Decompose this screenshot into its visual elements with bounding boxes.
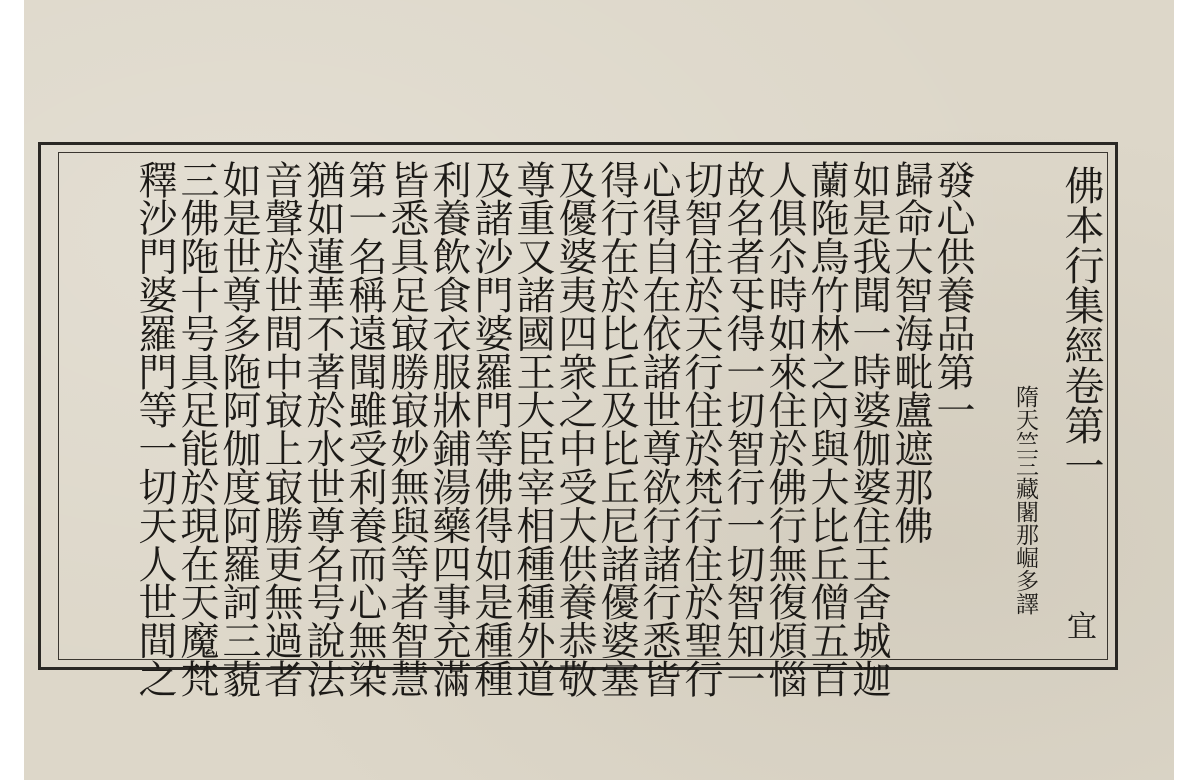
text-column: 如是我聞一時婆伽婆住王舍城迦: [846, 160, 891, 698]
text-column: 發心供養品第一: [930, 160, 975, 429]
text-column: 三佛陁十号具足能於現在天魔梵: [174, 160, 219, 698]
text-column: 及優婆夷四衆之中受大供養恭敬: [552, 160, 597, 698]
text-column: 尊重又諸國王大臣宰相種種外道: [510, 160, 555, 698]
text-column: 第一名稱遠聞雖受利養而心無染: [342, 160, 387, 698]
translator-credit: 隋天竺三藏闍那崛多譯: [1012, 385, 1038, 615]
text-column: 釋沙門婆羅門等一切天人世間之: [132, 160, 177, 698]
text-column: 切智住於天行住於梵行住於聖行: [678, 160, 723, 698]
text-column: 猶如蓮華不著於水世尊名号說法: [300, 160, 345, 698]
text-column: 得行在於比丘及比丘尼諸優婆塞: [594, 160, 639, 698]
text-column: 音聲於世間中㝡上㝡勝更無過者: [258, 160, 303, 698]
text-column: 利養飲食衣服牀鋪湯藥四事充滿: [426, 160, 471, 698]
text-column: 人俱尒時如來住於佛行無復煩惱: [762, 160, 807, 698]
text-column: 如是世尊多陁阿伽度阿羅訶三藐: [216, 160, 261, 698]
text-column: 歸命大智海毗盧遮那佛: [888, 160, 933, 545]
volume-mark: 宜: [1061, 610, 1096, 640]
sutra-title: 佛本行集經卷第一: [1058, 165, 1104, 485]
text-column: 故名者㸦得一切智行一切智知一: [720, 160, 765, 698]
text-column: 皆悉具足㝡勝㝡妙無與等者智慧: [384, 160, 429, 698]
text-column: 及諸沙門婆羅門等佛得如是種種: [468, 160, 513, 698]
text-column: 心得自在依諸世尊欲行諸行悉皆: [636, 160, 681, 698]
text-column: 蘭陁鳥竹林之內與大比丘僧五百: [804, 160, 849, 698]
